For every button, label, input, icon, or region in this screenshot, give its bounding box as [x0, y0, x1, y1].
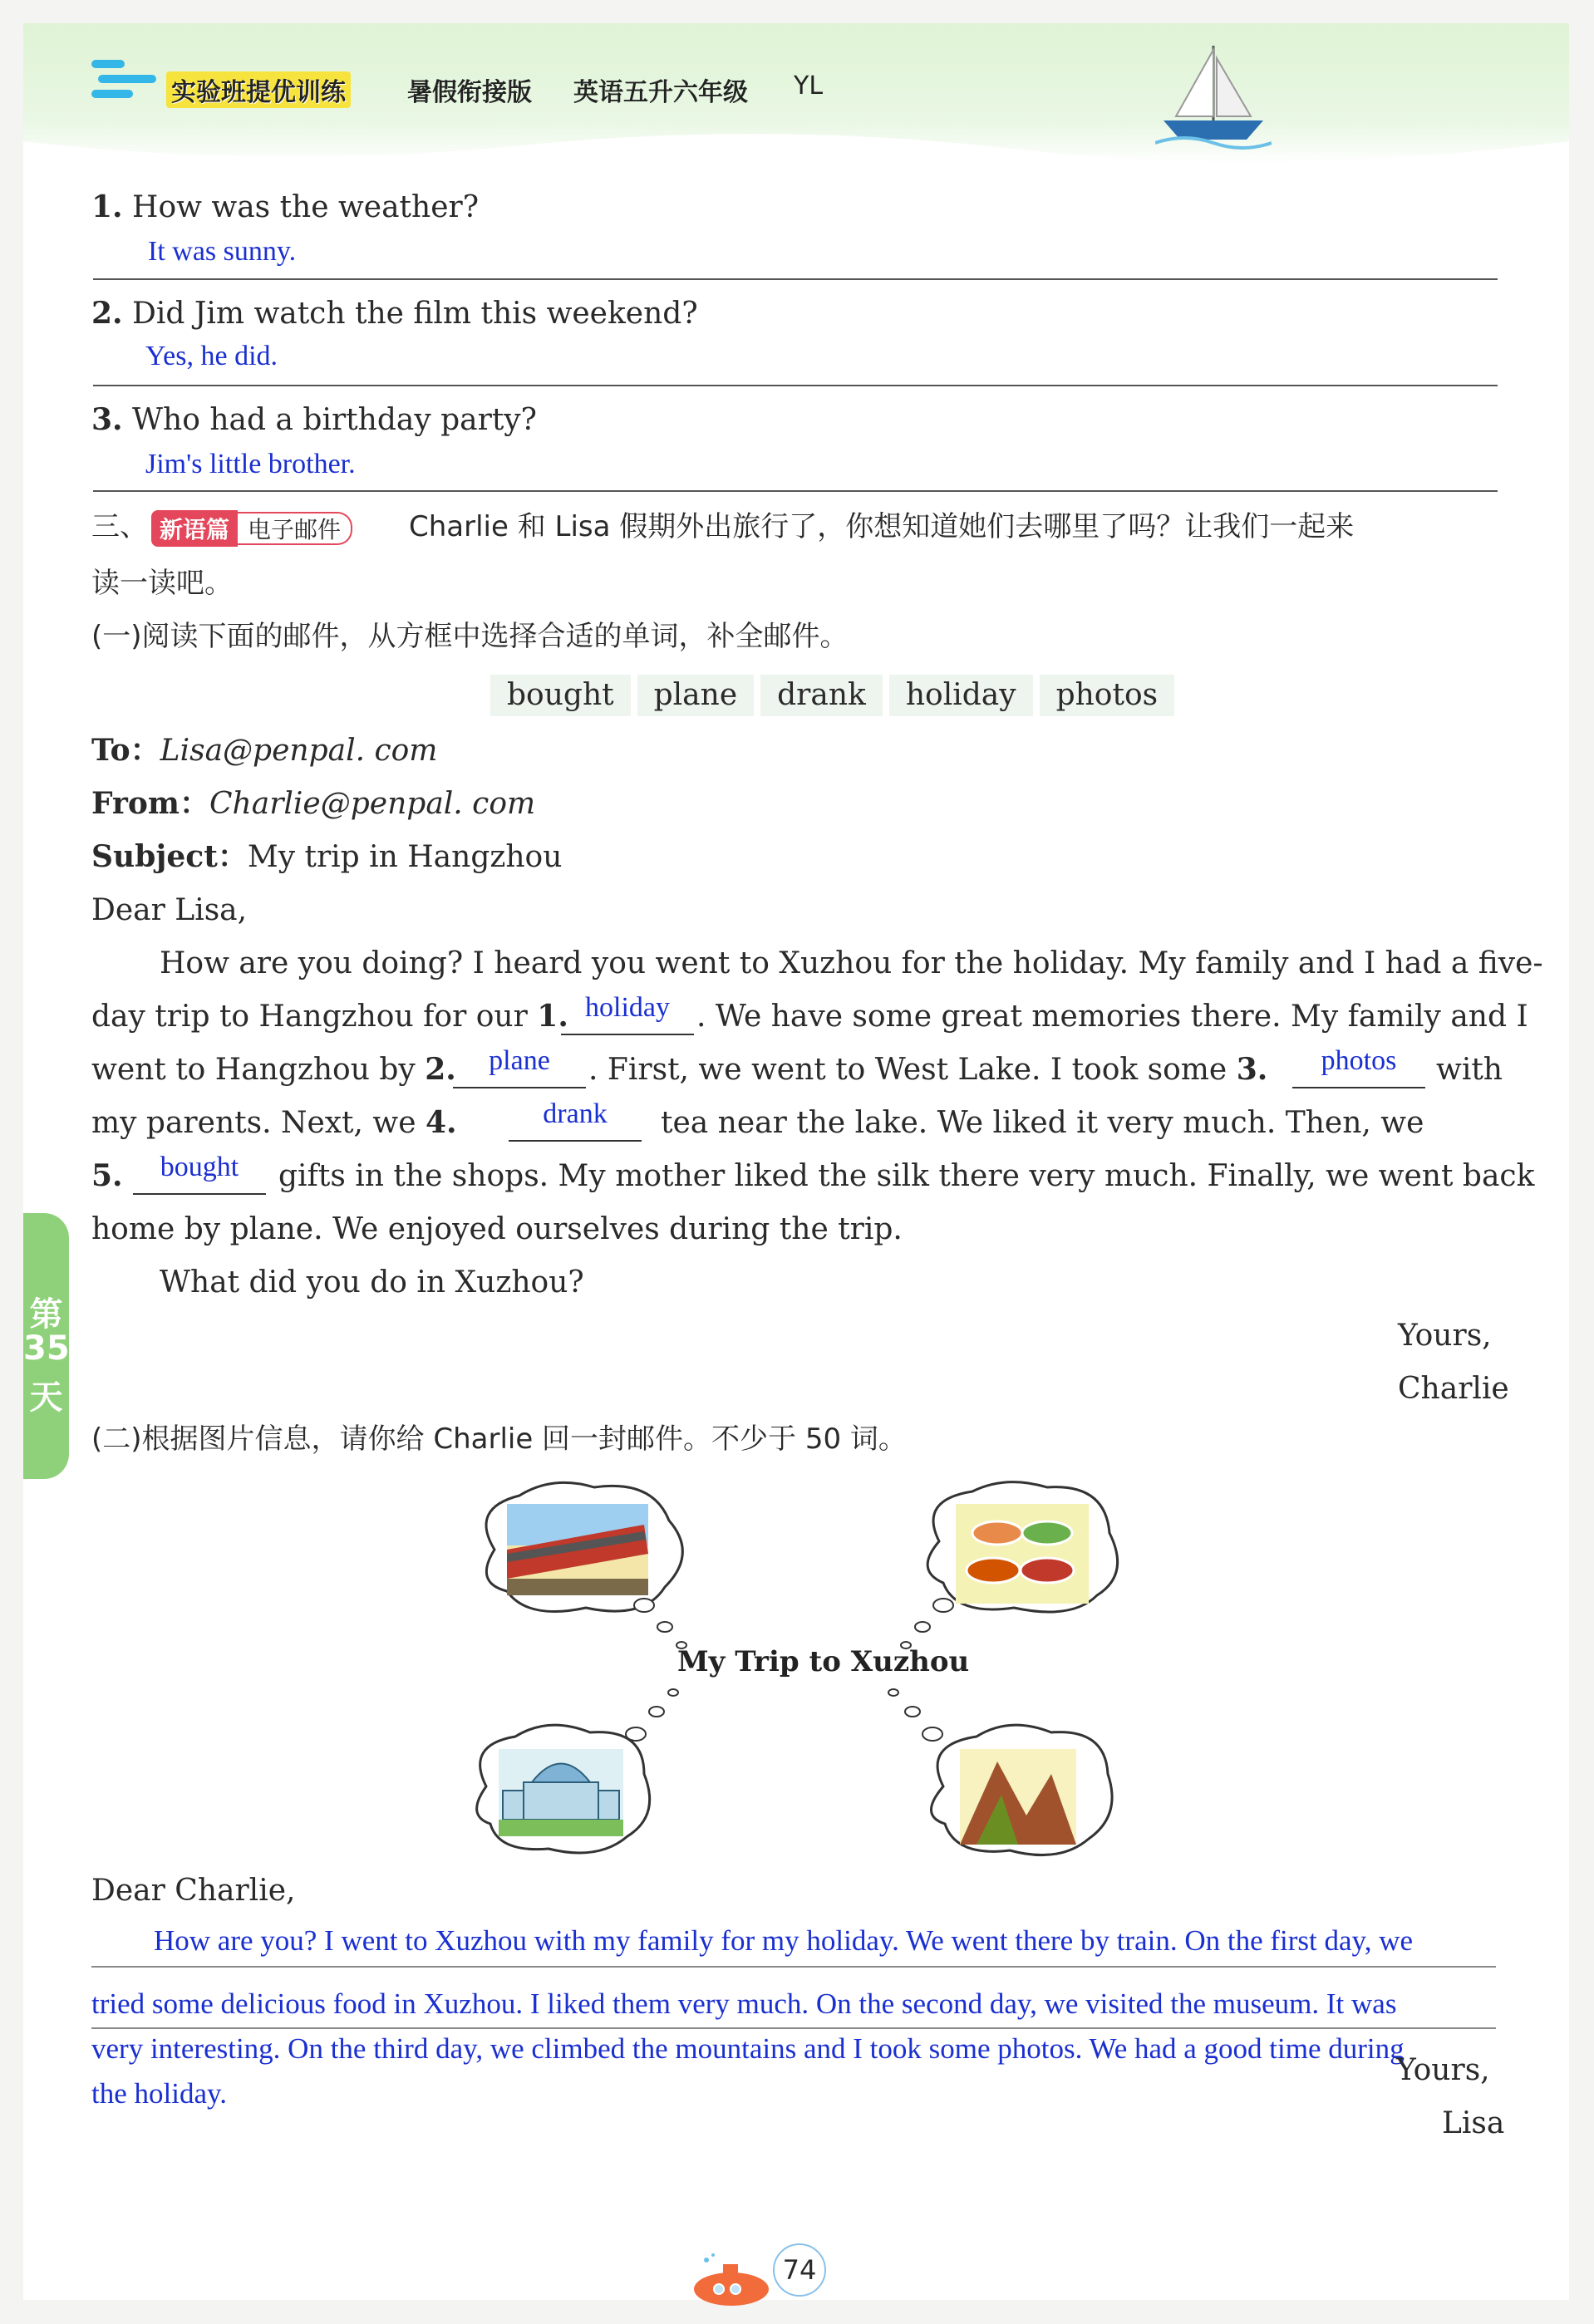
edition-label: 暑假衔接版 [407, 78, 532, 107]
to-address: Lisa@penpal. com [160, 734, 438, 768]
series-title: 实验班提优训练 [166, 71, 351, 108]
day-side-tab [23, 1213, 69, 1479]
blank-1-answer[interactable]: holiday [585, 992, 670, 1023]
email-text: my parents. Next, we [91, 1106, 416, 1140]
question-text: How was the weather? [132, 190, 480, 224]
email-closing: Yours, [1398, 1319, 1492, 1353]
part1-instruction: (一)阅读下面的邮件，从方框中选择合适的单词，补全邮件。 [91, 620, 849, 653]
email-text: day trip to Hangzhou for our [91, 1000, 528, 1034]
answer-line [93, 490, 1498, 492]
question-1 [91, 189, 479, 225]
word-option: plane [637, 675, 755, 716]
section-intro-cont: 读一读吧。 [91, 567, 233, 600]
blank-3-answer[interactable]: photos [1321, 1045, 1397, 1076]
side-tab-text: 35 [23, 1329, 70, 1368]
blank-number: 3. [1236, 1052, 1268, 1087]
word-option: photos [1040, 675, 1175, 716]
answer-1: It was sunny. [148, 236, 297, 267]
museum-picture [465, 1712, 657, 1861]
answer-line [93, 385, 1498, 386]
writing-line [91, 2027, 1496, 2029]
subject-label: Subject： [91, 839, 248, 874]
blank-number-5 [91, 1158, 123, 1194]
email-line: How are you doing? I heard you went to Xuzhou for the holiday. My family and I had a five- [160, 946, 1543, 980]
section-badge [151, 512, 352, 545]
blank-5-line [133, 1193, 266, 1195]
email-line: What did you do in Xuzhou? [160, 1265, 584, 1300]
email-to [91, 733, 437, 769]
submarine-icon [681, 2252, 781, 2310]
reply-line: very interesting. On the third day, we climbed the mountains and I took some photos. We had a good time during [91, 2032, 1405, 2065]
email-signature: Charlie [1398, 1372, 1509, 1406]
side-tab-text: 第 [29, 1295, 63, 1334]
email-text: tea near the lake. We liked it very much. Then, we [661, 1106, 1424, 1140]
question-3 [91, 402, 537, 438]
to-label: To： [91, 733, 160, 768]
question-2 [91, 296, 698, 332]
question-number: 1. [91, 189, 123, 224]
word-option: bought [490, 675, 631, 716]
email-from [91, 786, 535, 822]
email-line [91, 1105, 457, 1141]
reply-closing: Yours, [1396, 2053, 1490, 2087]
email-text: . We have some great memories there. My family and I [696, 1000, 1528, 1034]
question-number: 3. [91, 402, 123, 437]
email-text: gifts in the shops. My mother liked the silk there very much. Finally, we went back [278, 1159, 1535, 1193]
badge-main: 新语篇 [151, 510, 238, 547]
answer-3: Jim's little brother. [145, 449, 356, 479]
reply-line: tried some delicious food in Xuzhou. I liked them very much. On the second day, we visited the museum. It was [91, 1987, 1397, 2020]
blank-5-answer[interactable]: bought [160, 1152, 239, 1182]
blank-number: 4. [426, 1105, 457, 1140]
section-index: 三、 [91, 510, 148, 543]
blank-number: 5. [91, 1158, 123, 1193]
email-greeting: Dear Lisa, [91, 893, 248, 927]
brand-logo-icon [90, 55, 165, 105]
section-intro: Charlie 和 Lisa 假期外出旅行了，你想知道她们去哪里了吗？让我们一起来 [409, 510, 1355, 543]
mountain-picture [918, 1716, 1118, 1865]
diagram-title: My Trip to Xuzhou [677, 1645, 970, 1678]
blank-1-line [561, 1034, 694, 1035]
answer-2: Yes, he did. [145, 341, 278, 371]
email-line [91, 1052, 456, 1088]
page-number: 74 [773, 2243, 826, 2297]
word-option: holiday [889, 675, 1033, 716]
question-text: Who had a birthday party? [132, 403, 537, 437]
answer-line [93, 278, 1498, 280]
reply-line: the holiday. [91, 2077, 227, 2110]
word-box [490, 675, 1181, 716]
email-line-part [588, 1052, 1267, 1088]
word-option: drank [760, 675, 883, 716]
email-text: . First, we went to West Lake. I took some [588, 1053, 1227, 1087]
email-subject [91, 839, 562, 875]
header-wave [23, 125, 1569, 174]
reply-greeting: Dear Charlie, [91, 1874, 296, 1908]
part2-instruction: (二)根据图片信息，请你给 Charlie 回一封邮件。不少于 50 词。 [91, 1422, 907, 1456]
badge-sub: 电子邮件 [238, 512, 352, 545]
side-tab-text: 天 [29, 1378, 63, 1417]
reply-signature: Lisa [1442, 2106, 1505, 2140]
blank-2-line [453, 1087, 586, 1088]
blank-4-line [509, 1140, 642, 1142]
email-line: home by plane. We enjoyed ourselves during the trip. [91, 1212, 903, 1246]
from-address: Charlie@penpal. com [209, 787, 536, 821]
publisher-code: YL [794, 71, 824, 101]
reply-line: How are you? I went to Xuzhou with my family for my holiday. We went there by train. On the first day, we [154, 1924, 1414, 1957]
from-label: From： [91, 786, 209, 821]
blank-number: 2. [425, 1052, 456, 1087]
writing-line [91, 1966, 1496, 1968]
question-text: Did Jim watch the film this weekend? [132, 297, 698, 331]
email-text: with [1436, 1053, 1503, 1087]
blank-4-answer[interactable]: drank [543, 1098, 608, 1129]
subject-text: My trip in Hangzhou [247, 840, 563, 874]
blank-2-answer[interactable]: plane [489, 1045, 550, 1076]
email-text: went to Hangzhou by [91, 1053, 416, 1087]
grade-label: 英语五升六年级 [573, 78, 748, 107]
blank-number: 1. [537, 999, 568, 1034]
sailboat-icon [1155, 42, 1272, 150]
blank-3-line [1292, 1087, 1425, 1088]
question-number: 2. [91, 296, 123, 331]
email-line [91, 999, 568, 1034]
